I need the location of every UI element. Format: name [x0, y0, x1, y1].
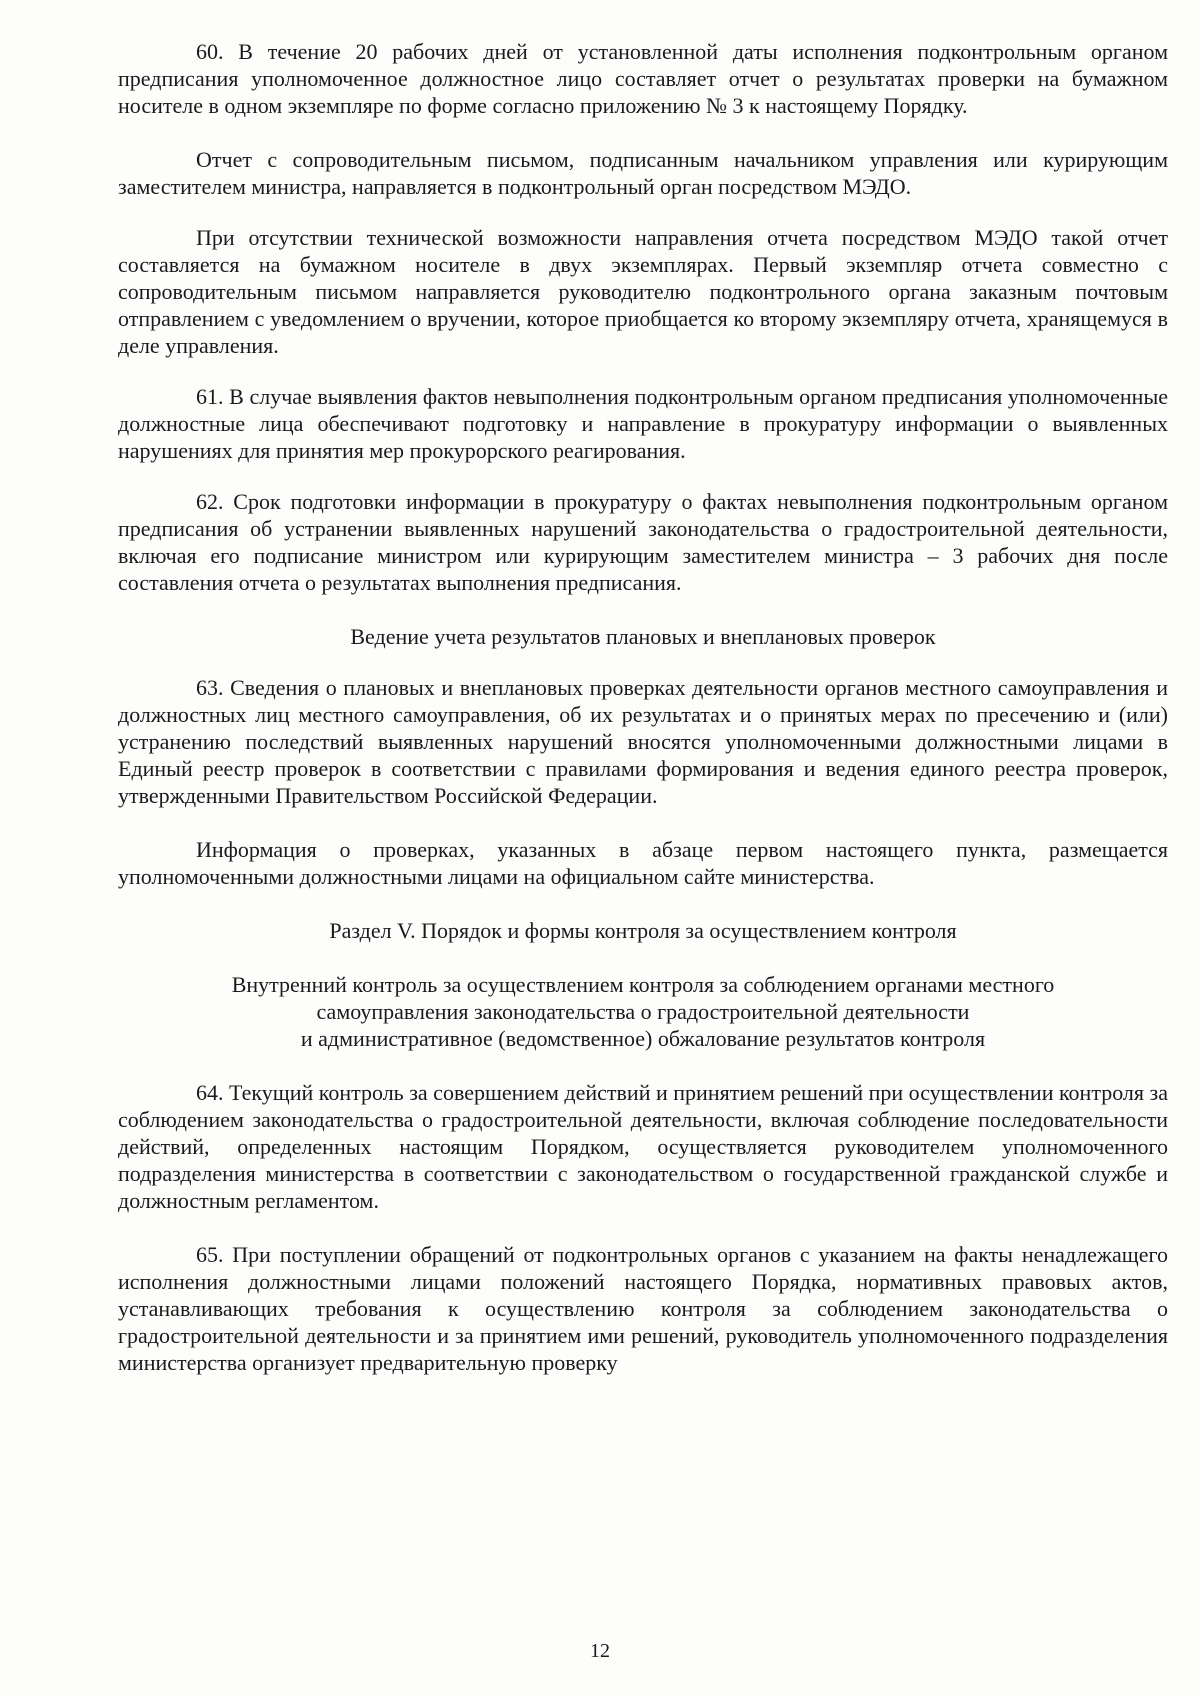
heading-internal-line-3: и административное (ведомственное) обжалование результатов контроля — [300, 1026, 986, 1051]
heading-internal-line-2: самоуправления законодательства о градостроительной деятельности — [316, 999, 970, 1024]
heading-internal-line-1: Внутренний контроль за осуществлением контроля за соблюдением органами местного — [231, 972, 1055, 997]
paragraph-64: 64. Текущий контроль за совершением действий и принятием решений при осуществлении контроля за соблюдением законодательства о градостроительной деятельности, включая соблюдение последовательности действий, определенных настоящим Порядком, осуществляется руководителем уполномоченного подразделения министерства в соответствии с законодательством о государственной гражданской службе и должностным регламентом. — [118, 1080, 1168, 1213]
paragraph-62: 62. Срок подготовки информации в прокуратуру о фактах невыполнения подконтрольным органом предписания об устранении выявленных нарушений законодательства о градостроительной деятельности, включая его подписание министром или курирующим заместителем министра – 3 рабочих дня после составления отчета о результатах выполнения предписания. — [118, 489, 1168, 595]
paragraph-63: 63. Сведения о плановых и внеплановых проверках деятельности органов местного самоуправления и должностных лиц местного самоуправления, об их результатах и о принятых мерах по пресечению и (или) устранению последствий выявленных нарушений вносятся уполномоченными должностными лицами в Единый реестр проверок в соответствии с правилами формирования и ведения единого реестра проверок, утвержденными Правительством Российской Федерации. — [118, 675, 1168, 808]
page-number: 12 — [590, 1640, 610, 1662]
heading-internal-control — [118, 971, 1168, 1052]
paragraph-63-info: Информация о проверках, указанных в абзаце первом настоящего пункта, размещается уполномоченными должностными лицами на официальном сайте министерства. — [118, 837, 1168, 889]
paragraph-65: 65. При поступлении обращений от подконтрольных органов с указанием на факты ненадлежащего исполнения должностными лицами положений настоящего Порядка, нормативных правовых актов, устанавливающих требования к осуществлению контроля за соблюдением законодательства о градостроительной деятельности и за принятием ими решений, руководитель уполномоченного подразделения министерства организует предварительную проверку — [118, 1242, 1168, 1375]
heading-records: Ведение учета результатов плановых и внеплановых проверок — [350, 624, 936, 649]
document-body — [118, 38, 1168, 1376]
paragraph-60: 60. В течение 20 рабочих дней от установленной даты исполнения подконтрольным органом предписания уполномоченное должностное лицо составляет отчет о результатах проверки на бумажном носителе в одном экземпляре по форме согласно приложению № 3 к настоящему Порядку. — [118, 39, 1168, 118]
paragraph-60-report: Отчет с сопроводительным письмом, подписанным начальником управления или курирующим заместителем министра, направляется в подконтрольный орган посредством МЭДО. — [118, 147, 1168, 199]
paragraph-60-paper: При отсутствии технической возможности направления отчета посредством МЭДО такой отчет составляется на бумажном носителе в двух экземплярах. Первый экземпляр отчета совместно с сопроводительным письмом направляется руководителю подконтрольного органа заказным почтовым отправлением с уведомлением о вручении, которое приобщается ко второму экземпляру отчета, хранящемуся в деле управления. — [118, 225, 1168, 358]
paragraph-61: 61. В случае выявления фактов невыполнения подконтрольным органом предписания уполномоченные должностные лица обеспечивают подготовку и направление в прокуратуру информации о выявленных нарушениях для принятия мер прокурорского реагирования. — [118, 384, 1168, 463]
heading-section-5: Раздел V. Порядок и формы контроля за осуществлением контроля — [329, 918, 957, 943]
